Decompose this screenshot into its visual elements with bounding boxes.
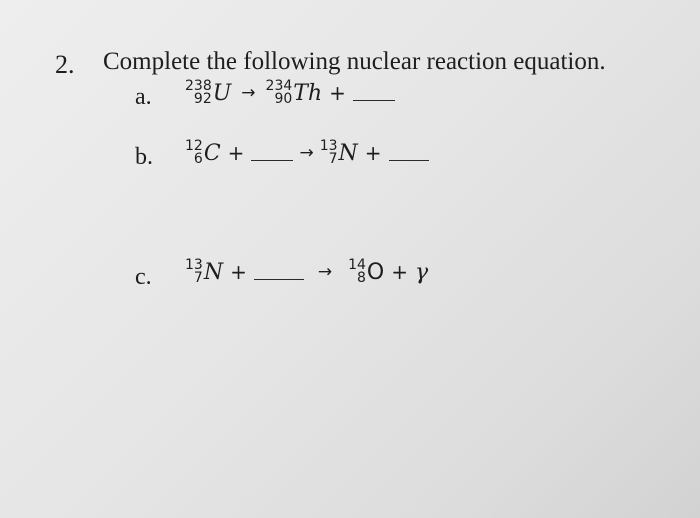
plus-sign: + <box>230 260 247 284</box>
answer-blank-b-reactant[interactable] <box>251 158 293 161</box>
equation-a <box>185 80 395 106</box>
part-b-label: b. <box>135 144 153 170</box>
plus-sign: + <box>227 141 245 165</box>
reaction-arrow: → <box>241 83 256 103</box>
atomic-number: 6 <box>193 151 203 167</box>
element-symbol: N <box>203 259 224 285</box>
nuclide-nitrogen-13 <box>185 259 223 285</box>
reaction-arrow: → <box>299 143 314 163</box>
element-symbol: C <box>203 140 221 166</box>
atomic-number: 8 <box>357 270 366 286</box>
element-symbol: N <box>338 140 358 166</box>
atomic-number: 92 <box>193 91 212 107</box>
nuclide-nitrogen-13 <box>320 140 358 166</box>
gamma-ray-symbol: γ <box>415 259 429 285</box>
part-c-label: c. <box>135 264 152 290</box>
mass-number: 13 <box>185 257 203 273</box>
plus-sign: + <box>391 260 409 284</box>
atomic-number: 7 <box>328 151 338 167</box>
atomic-number: 7 <box>193 270 203 286</box>
answer-blank-c[interactable] <box>254 277 304 280</box>
mass-number: 13 <box>319 138 338 154</box>
mass-number: 234 <box>265 78 293 94</box>
plus-sign: + <box>364 141 382 165</box>
plus-sign: + <box>329 81 346 105</box>
equation-b <box>185 140 429 166</box>
question-number: 2. <box>55 50 75 79</box>
atomic-number: 90 <box>274 91 293 107</box>
equation-c <box>185 259 428 285</box>
part-a-label: a. <box>135 84 152 110</box>
element-symbol: O <box>366 259 385 285</box>
nuclide-oxygen-14 <box>348 259 384 285</box>
nuclide-thorium-234 <box>266 80 323 106</box>
element-symbol: Th <box>293 80 323 106</box>
answer-blank-a[interactable] <box>353 98 395 101</box>
nuclide-uranium-238 <box>185 80 231 106</box>
question-prompt: Complete the following nuclear reaction equation. <box>103 48 606 75</box>
answer-blank-b-product[interactable] <box>389 158 429 161</box>
nuclide-carbon-12 <box>185 140 221 166</box>
mass-number: 12 <box>185 138 203 154</box>
element-symbol: U <box>212 80 232 106</box>
mass-number: 14 <box>348 257 366 273</box>
mass-number: 238 <box>185 78 212 94</box>
reaction-arrow: → <box>317 262 333 282</box>
